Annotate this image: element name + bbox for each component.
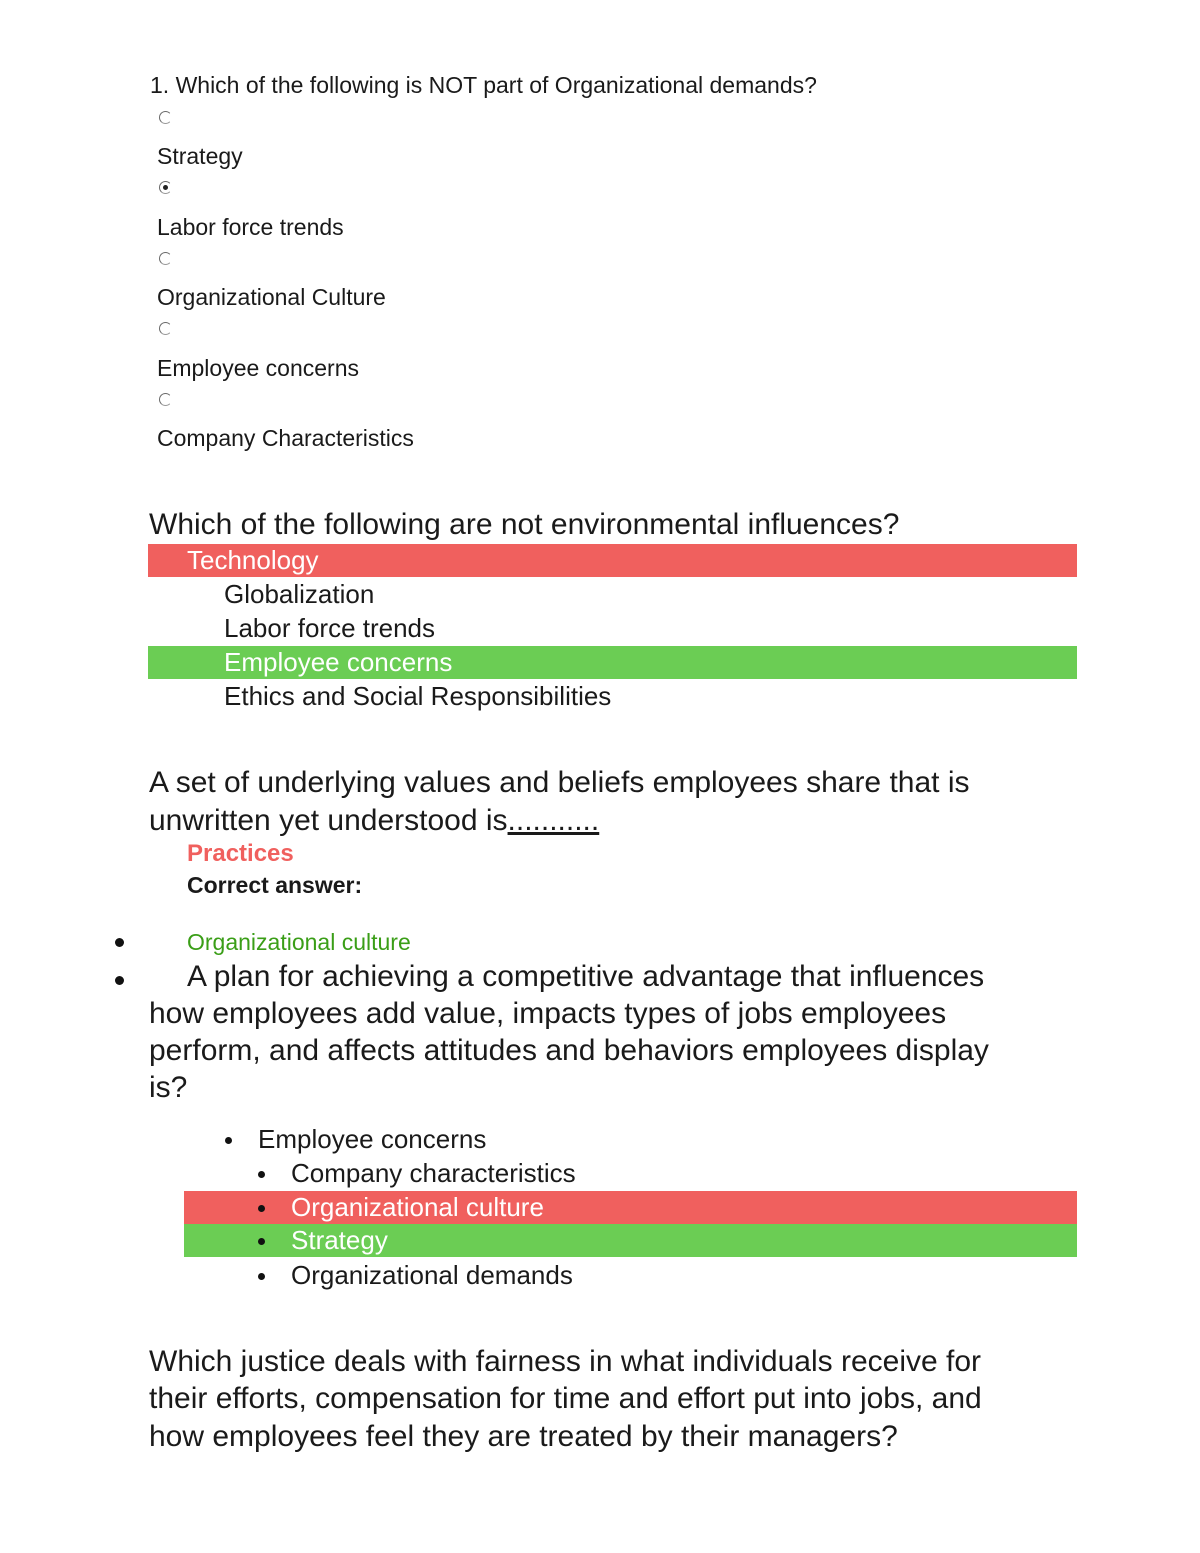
q2-question: Which of the following are not environmental influences? bbox=[149, 508, 900, 541]
q4-question-line-4: is? bbox=[149, 1071, 188, 1104]
q1-radio-labor-force-trends-icon[interactable] bbox=[159, 181, 172, 194]
bullet-icon bbox=[258, 1171, 265, 1178]
q3-correct-label: Correct answer: bbox=[187, 872, 363, 898]
q4-option-organizational-demands: Organizational demands bbox=[291, 1260, 573, 1290]
q3-question-line-1: A set of underlying values and beliefs employees share that is bbox=[149, 766, 970, 799]
q4-option-company-characteristics: Company characteristics bbox=[291, 1158, 576, 1188]
q2-option-labor-force-trends: Labor force trends bbox=[224, 613, 436, 643]
bullet-icon bbox=[258, 1238, 265, 1245]
q1-option-organizational-culture: Organizational Culture bbox=[157, 284, 386, 310]
bullet-icon bbox=[115, 976, 124, 985]
q1-radio-organizational-culture-icon[interactable] bbox=[159, 252, 172, 265]
q4-question-line-2: how employees add value, impacts types of jobs employees bbox=[149, 997, 947, 1030]
q1-option-employee-concerns: Employee concerns bbox=[157, 355, 359, 381]
q3-given-answer: Practices bbox=[187, 840, 294, 867]
q4-option-employee-concerns: Employee concerns bbox=[258, 1124, 487, 1154]
q3-correct-answer: Organizational culture bbox=[187, 929, 411, 955]
q1-radio-strategy-icon[interactable] bbox=[159, 111, 172, 124]
q1-question: 1. Which of the following is NOT part of Organizational demands? bbox=[150, 72, 817, 98]
bullet-icon bbox=[258, 1273, 265, 1280]
q3-blank: ........... bbox=[507, 804, 600, 837]
q1-radio-employee-concerns-icon[interactable] bbox=[159, 322, 172, 335]
q4-option-strategy: Strategy bbox=[291, 1225, 388, 1255]
q1-option-company-characteristics: Company Characteristics bbox=[157, 425, 414, 451]
q2-option-globalization: Globalization bbox=[224, 579, 375, 609]
q2-option-employee-concerns: Employee concerns bbox=[224, 647, 453, 677]
q1-option-labor-force-trends: Labor force trends bbox=[157, 214, 344, 240]
q4-question-line-3: perform, and affects attitudes and behaviors employees display bbox=[149, 1034, 989, 1067]
q2-option-technology: Technology bbox=[187, 545, 319, 575]
q5-question-line-1: Which justice deals with fairness in what individuals receive for bbox=[149, 1345, 982, 1378]
q3-question-line-2 bbox=[149, 804, 599, 838]
bullet-icon bbox=[115, 938, 124, 947]
q3-question-text: unwritten yet understood is bbox=[149, 804, 508, 837]
q4-option-organizational-culture: Organizational culture bbox=[291, 1192, 544, 1222]
bullet-icon bbox=[258, 1205, 265, 1212]
q5-question-line-3: how employees feel they are treated by their managers? bbox=[149, 1420, 898, 1453]
q4-question-line-1: A plan for achieving a competitive advantage that influences bbox=[187, 960, 985, 993]
q2-option-ethics: Ethics and Social Responsibilities bbox=[224, 681, 612, 711]
bullet-icon bbox=[225, 1137, 232, 1144]
radio-selected-dot-icon bbox=[163, 185, 168, 190]
q1-option-strategy: Strategy bbox=[157, 143, 243, 169]
q5-question-line-2: their efforts, compensation for time and effort put into jobs, and bbox=[149, 1382, 982, 1415]
q1-radio-company-characteristics-icon[interactable] bbox=[159, 393, 172, 406]
